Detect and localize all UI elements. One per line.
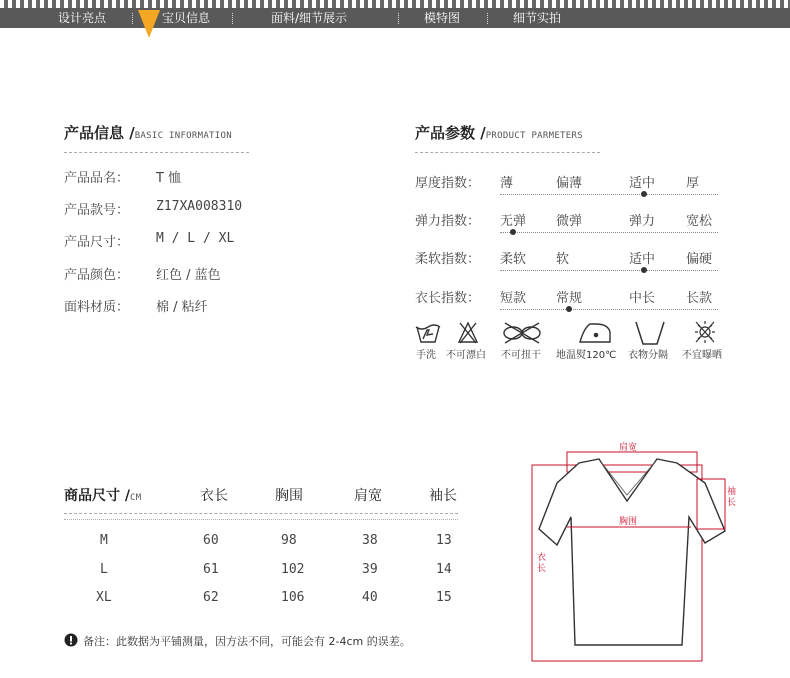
nav-item-design[interactable]: 设计亮点 [58,11,107,25]
size-header-chest: 胸围 [275,488,303,504]
param-scale-line [500,232,718,233]
wash-separately-icon [636,322,664,344]
param-label: 柔软指数： [415,252,481,267]
tshirt-svg [527,435,749,667]
care-label-wash-separately: 衣物分隔 [628,350,668,361]
care-label-hand-wash: 手洗 [416,350,436,361]
size-value-cell: 102 [281,562,305,577]
info-value-material: 棉 / 粘纤 [156,300,208,315]
info-label-color: 产品颜色： [64,268,130,283]
low-iron-icon [580,324,610,342]
size-value-cell: 40 [362,590,378,605]
param-label: 厚度指数： [415,176,481,191]
size-header-sleeve: 袖长 [429,488,457,504]
hand-wash-icon [416,325,440,342]
param-option: 常规 [556,291,583,306]
care-label-no-sun-dry: 不宜曝晒 [682,350,722,361]
size-name-cell: M [100,533,108,548]
param-scale-line [500,270,718,271]
product-info-title: 产品信息 /BASIC INFORMATION [64,124,232,142]
size-table-title: 商品尺寸 /CM [64,488,142,504]
size-table-divider [64,519,458,520]
length-label: 衣长 [537,553,547,574]
info-label-name: 产品品名： [64,171,130,186]
size-value-cell: 39 [362,562,378,577]
size-table-divider [64,513,458,514]
measurement-note: 备注：此数据为平铺测量，因方法不同，可能会有 2-4cm 的误差。 [83,635,411,648]
param-option: 偏薄 [556,176,583,191]
care-icons-svg [414,318,734,348]
sleeve-label: 袖长 [727,487,737,508]
info-label-style-no: 产品款号： [64,203,130,218]
no-sun-dry-icon [695,321,715,343]
param-option: 中长 [629,291,656,306]
param-option: 柔软 [500,252,527,267]
param-level-marker [566,306,572,312]
size-value-cell: 13 [436,533,452,548]
product-params-title: 产品参数 /PRODUCT PARMETERS [415,124,583,142]
size-value-cell: 61 [203,562,219,577]
size-value-cell: 15 [436,590,452,605]
param-option: 厚 [686,176,700,191]
care-label-no-wring: 不可扭干 [501,350,541,361]
chest-label: 胸围 [619,517,638,527]
nav-separator [132,13,133,24]
care-icons-row [414,318,734,348]
param-option: 弹力 [629,214,656,229]
param-scale-line [500,309,718,310]
nav-separator [398,13,399,24]
param-option: 微弹 [556,214,583,229]
tshirt-diagram [527,435,749,667]
shoulder-label: 肩宽 [619,443,638,453]
size-name-cell: L [100,562,108,577]
info-value-name: T 恤 [156,171,182,186]
param-option: 偏硬 [686,252,713,267]
param-option: 适中 [629,252,656,267]
nav-item-product-info[interactable]: 宝贝信息 [162,11,211,25]
size-value-cell: 38 [362,533,378,548]
product-params-divider [415,152,600,153]
param-option: 长款 [686,291,713,306]
care-label-no-bleach: 不可漂白 [446,350,486,361]
param-option: 宽松 [686,214,713,229]
param-option: 短款 [500,291,527,306]
param-option: 适中 [629,176,656,191]
size-header-shoulder: 肩宽 [354,488,382,504]
nav-bar [0,8,790,28]
warning-icon [64,633,78,647]
size-name-cell: XL [96,590,112,605]
nav-separator [232,13,233,24]
param-level-marker [641,267,647,273]
no-wring-icon [504,323,540,343]
param-option: 薄 [500,176,514,191]
info-label-size: 产品尺寸： [64,235,130,250]
nav-item-fabric-details[interactable]: 面料/细节展示 [271,11,348,25]
info-value-size: M / L / XL [156,231,235,246]
param-option: 软 [556,252,570,267]
care-label-low-iron: 地温熨120℃ [556,350,617,361]
nav-top-pattern [0,0,790,8]
size-header-length: 衣长 [200,488,228,504]
param-level-marker [641,191,647,197]
param-label: 弹力指数： [415,214,481,229]
nav-active-marker [138,10,160,38]
size-value-cell: 62 [203,590,219,605]
size-value-cell: 106 [281,590,305,605]
size-value-cell: 60 [203,533,219,548]
nav-separator [487,13,488,24]
nav-item-detail-photos[interactable]: 细节实拍 [513,11,562,25]
param-option: 无弹 [500,214,527,229]
info-value-color: 红色 / 蓝色 [156,268,221,283]
param-level-marker [510,229,516,235]
product-info-divider [64,152,249,153]
param-label: 衣长指数： [415,291,481,306]
nav-item-model[interactable]: 模特图 [424,11,461,25]
no-bleach-icon [459,323,477,343]
param-scale-line [500,194,718,195]
size-value-cell: 98 [281,533,297,548]
size-value-cell: 14 [436,562,452,577]
info-label-material: 面料材质： [64,300,130,315]
info-value-style-no: Z17XA008310 [156,199,243,214]
